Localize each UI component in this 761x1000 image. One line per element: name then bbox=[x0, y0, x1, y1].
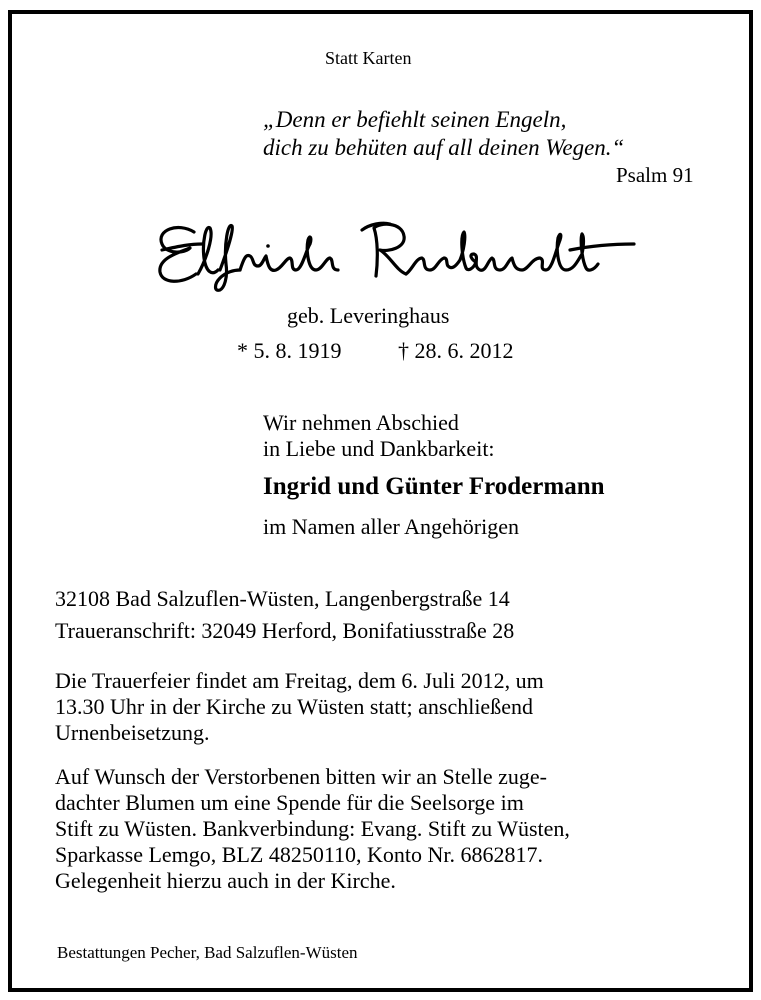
service-line: Urnenbeisetzung. bbox=[55, 720, 210, 745]
quote-line: „Denn er befiehlt seinen Engeln, bbox=[263, 107, 567, 132]
address-line: 32108 Bad Salzuflen-Wüsten, Langenbergstraße 14 bbox=[55, 586, 510, 611]
handwritten-signature bbox=[150, 214, 640, 294]
farewell-text bbox=[263, 410, 495, 462]
bible-quote bbox=[263, 106, 624, 162]
undertaker-credit: Bestattungen Pecher, Bad Salzuflen-Wüsten bbox=[57, 943, 358, 962]
quote-source: Psalm 91 bbox=[616, 163, 694, 187]
address-block bbox=[55, 583, 514, 647]
donation-line: Stift zu Wüsten. Bankverbindung: Evang. Stift zu Wüsten, bbox=[55, 816, 570, 841]
birth-name: geb. Leveringhaus bbox=[287, 303, 450, 328]
address-line: Traueranschrift: 32049 Herford, Bonifatiusstraße 28 bbox=[55, 618, 515, 643]
service-info bbox=[55, 668, 544, 746]
death-date: † 28. 6. 2012 bbox=[398, 338, 514, 363]
notice-heading: Statt Karten bbox=[325, 48, 412, 68]
mourners-names: Ingrid und Günter Frodermann bbox=[263, 473, 605, 500]
family-line: im Namen aller Angehörigen bbox=[263, 514, 519, 539]
service-line: Die Trauerfeier findet am Freitag, dem 6. Juli 2012, um bbox=[55, 668, 544, 693]
donation-info bbox=[55, 764, 570, 894]
donation-line: Sparkasse Lemgo, BLZ 48250110, Konto Nr. 6862817. bbox=[55, 842, 544, 867]
birth-date: * 5. 8. 1919 bbox=[237, 338, 342, 363]
quote-line: dich zu behüten auf all deinen Wegen.“ bbox=[263, 135, 625, 160]
service-line: 13.30 Uhr in der Kirche zu Wüsten statt; anschließend bbox=[55, 694, 533, 719]
farewell-line: in Liebe und Dankbarkeit: bbox=[263, 436, 495, 461]
farewell-line: Wir nehmen Abschied bbox=[263, 410, 459, 435]
donation-line: Gelegenheit hierzu auch in der Kirche. bbox=[55, 868, 396, 893]
donation-line: dachter Blumen um eine Spende für die Seelsorge im bbox=[55, 790, 524, 815]
donation-line: Auf Wunsch der Verstorbenen bitten wir an Stelle zuge- bbox=[55, 764, 547, 789]
